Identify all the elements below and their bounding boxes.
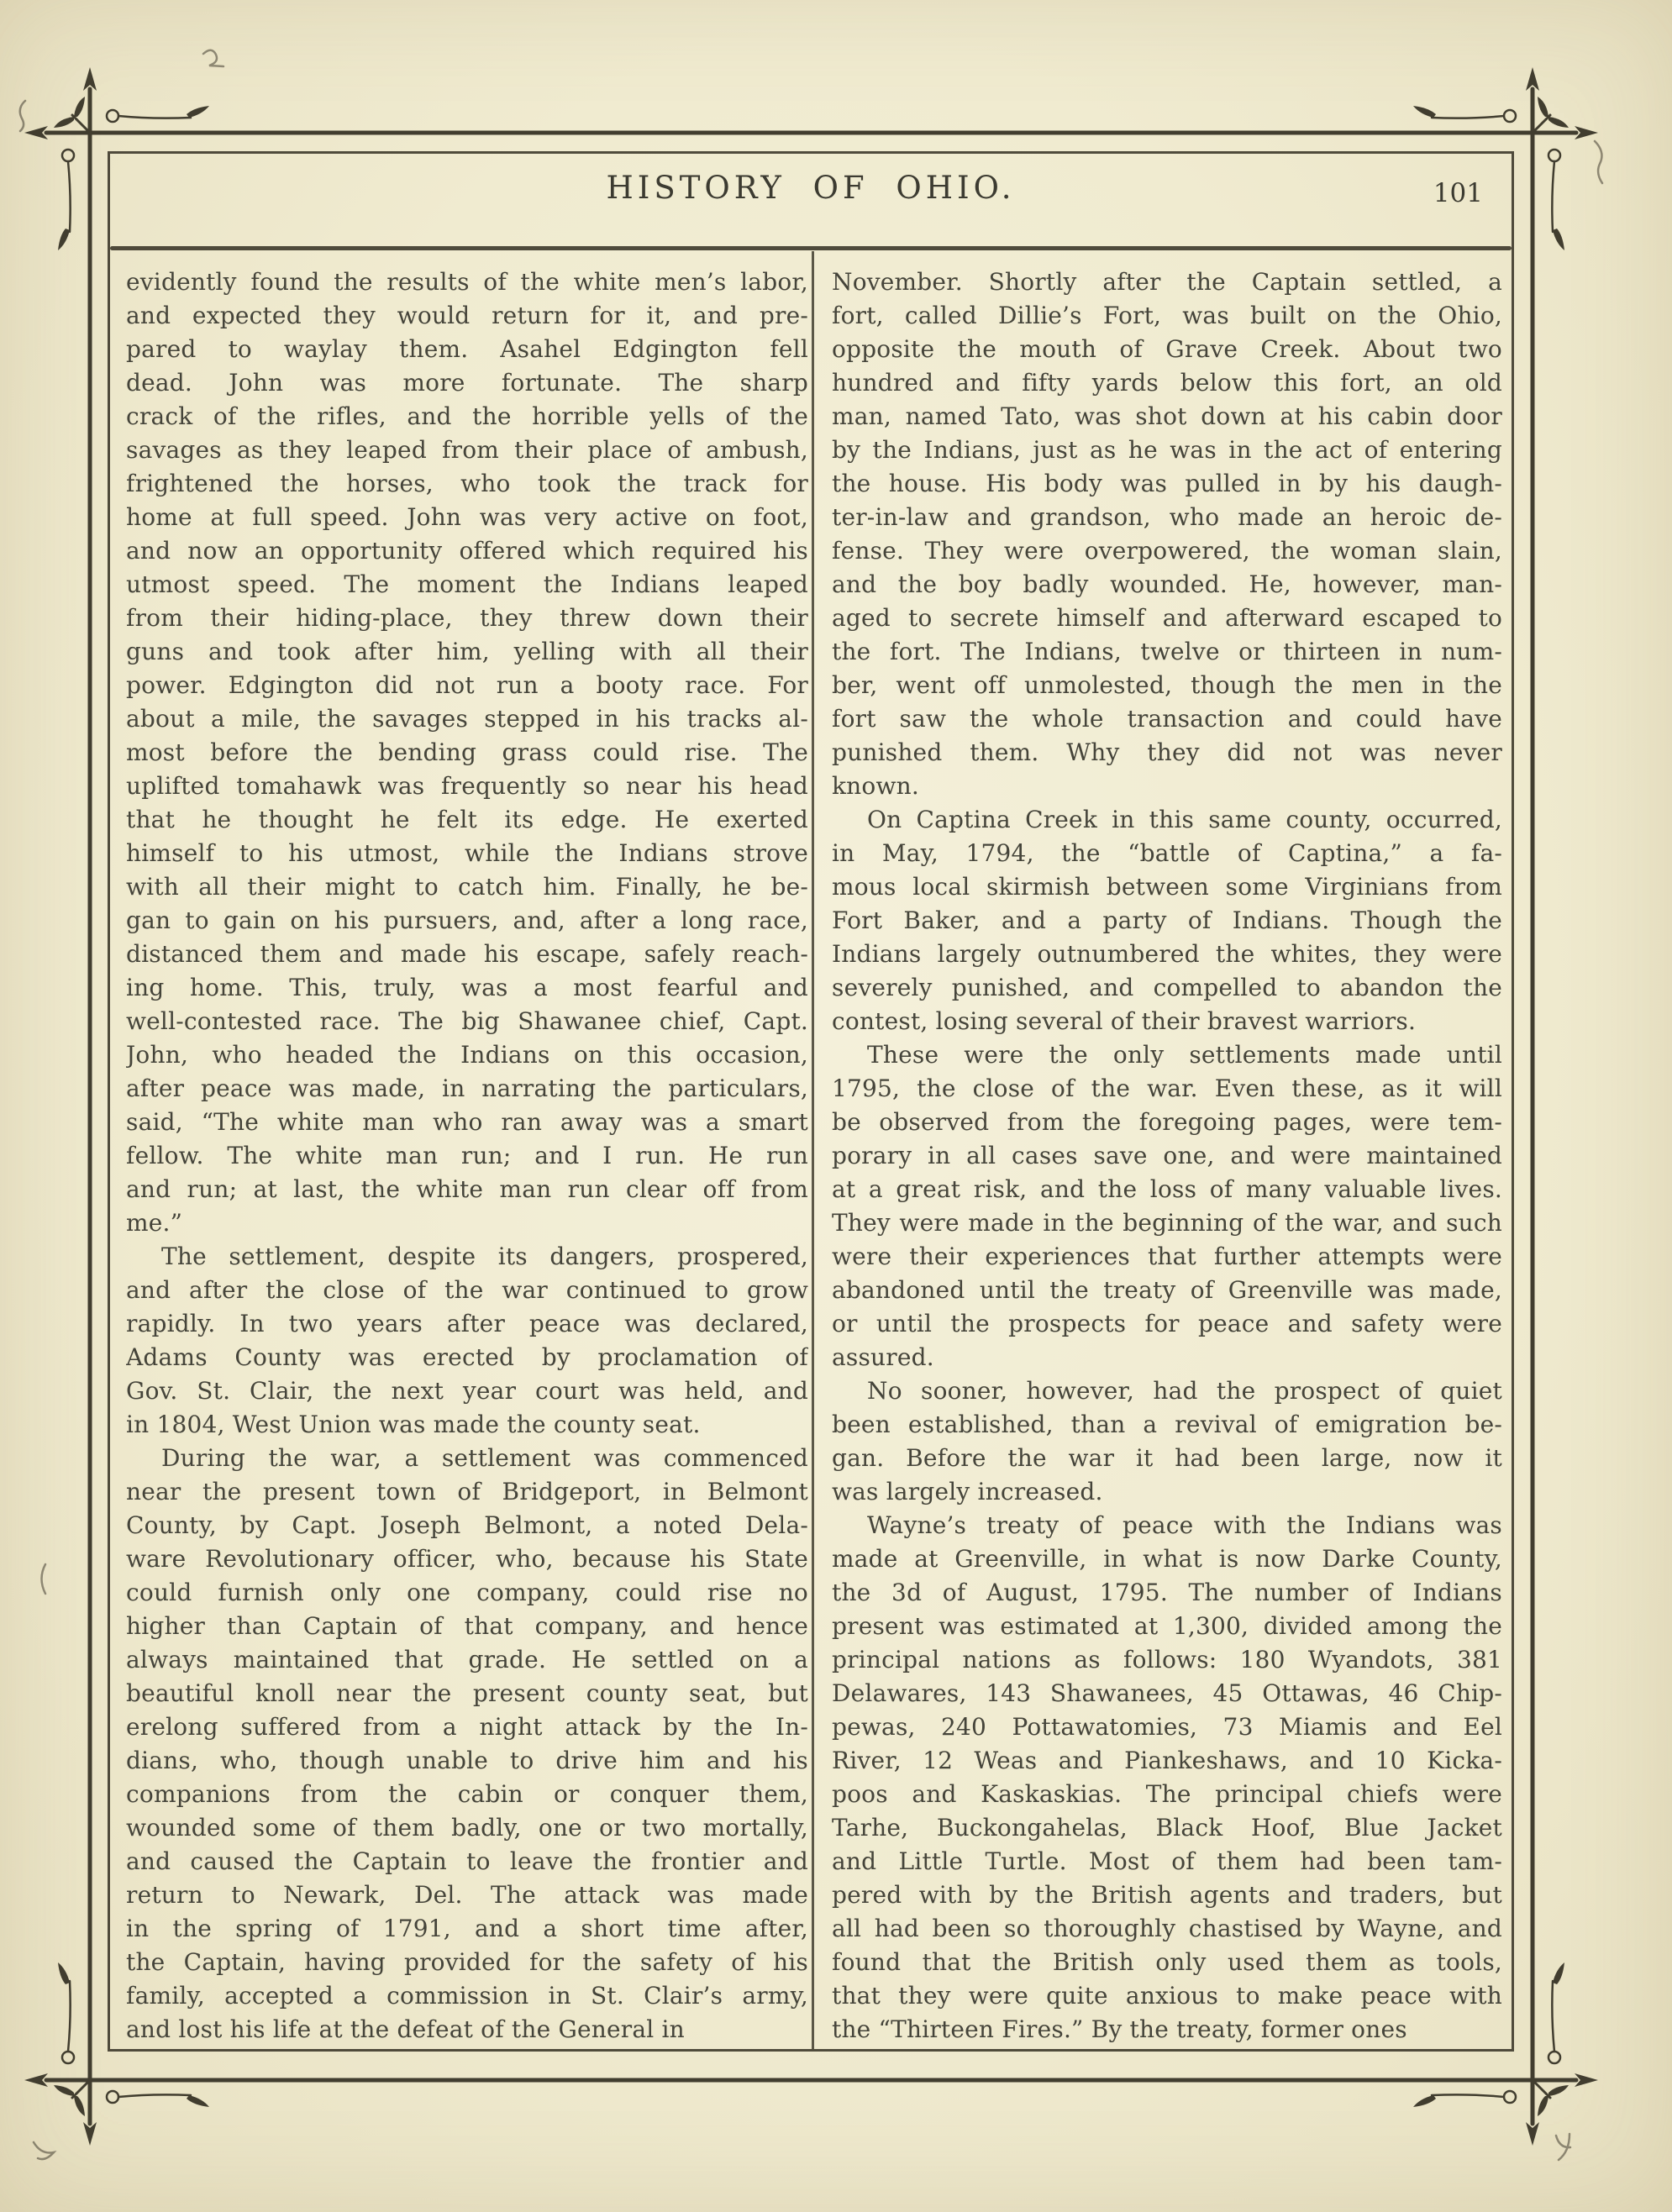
text-line: return to Newark, Del. The attack was made [126, 1881, 808, 1909]
text-line: wounded some of them badly, one or two mortally, [126, 1814, 808, 1842]
text-line: abandoned until the treaty of Greenville was made, [832, 1276, 1502, 1304]
text-line: 1795, the close of the war. Even these, as it will [832, 1074, 1502, 1102]
text-line: pered with by the British agents and traders, but [832, 1881, 1502, 1909]
text-line: and caused the Captain to leave the frontier and [126, 1847, 808, 1875]
text-line: They were made in the beginning of the war, and such [832, 1209, 1502, 1237]
text-line: the house. His body was pulled in by his daugh- [832, 470, 1502, 497]
text-line: contest, losing several of their bravest warriors. [832, 1007, 1417, 1035]
text-line: savages as they leaped from their place of ambush, [126, 436, 808, 464]
text-line: River, 12 Weas and Piankeshaws, and 10 Kicka- [832, 1747, 1502, 1774]
text-line: Gov. St. Clair, the next year court was held, and [126, 1377, 808, 1405]
text-line: uplifted tomahawk was frequently so near his head [126, 772, 808, 800]
text-line: dead. John was more fortunate. The sharp [126, 369, 808, 397]
text-line: made at Greenville, in what is now Darke County, [832, 1545, 1502, 1573]
text-line: fort, called Dillie’s Fort, was built on the Ohio, [832, 302, 1502, 329]
text-line: been established, than a revival of emigration be- [832, 1411, 1502, 1438]
text-line: said, “The white man who ran away was a smart [126, 1108, 808, 1136]
text-line: Indians largely outnumbered the whites, they were [832, 940, 1502, 968]
text-line: all had been so thoroughly chastised by Wayne, and [832, 1915, 1502, 1942]
text-line: were their experiences that further attempts were [832, 1243, 1502, 1270]
text-line: poos and Kaskaskias. The principal chiefs were [832, 1780, 1502, 1808]
text-line: in May, 1794, the “battle of Captina,” a fa- [832, 839, 1502, 867]
text-line: John, who headed the Indians on this occasion, [126, 1041, 808, 1069]
text-line: fellow. The white man run; and I run. He run [126, 1142, 808, 1169]
text-line: gan to gain on his pursuers, and, after a long race, [126, 906, 808, 934]
paragraph [126, 265, 808, 1240]
text-line: dians, who, though unable to drive him and his [126, 1747, 808, 1774]
text-line: and Little Turtle. Most of them had been tam- [832, 1847, 1502, 1875]
text-line: home at full speed. John was very active on foot, [126, 503, 808, 531]
text-line: ter-in-law and grandson, who made an heroic de- [832, 503, 1502, 531]
text-line: higher than Captain of that company, and hence [126, 1612, 808, 1640]
text-line: These were the only settlements made until [867, 1041, 1502, 1069]
text-line: be observed from the foregoing pages, were tem- [832, 1108, 1502, 1136]
text-line: the 3d of August, 1795. The number of Indians [832, 1579, 1502, 1606]
text-line: and the boy badly wounded. He, however, man- [832, 570, 1502, 598]
text-line: pewas, 240 Pottawatomies, 73 Miamis and Eel [832, 1713, 1502, 1741]
text-line: During the war, a settlement was commenced [161, 1444, 808, 1472]
text-line: by the Indians, just as he was in the act of entering [832, 436, 1502, 464]
text-line: opposite the mouth of Grave Creek. About two [832, 335, 1502, 363]
text-line: known. [832, 772, 919, 800]
text-line: beautiful knoll near the present county seat, but [126, 1679, 808, 1707]
text-line: family, accepted a commission in St. Clair’s army, [126, 1982, 808, 2010]
text-line: near the present town of Bridgeport, in Belmont [126, 1478, 808, 1505]
text-line: Adams County was erected by proclamation of [126, 1343, 808, 1371]
text-line: from their hiding-place, they threw down their [126, 604, 808, 632]
text-line: No sooner, however, had the prospect of quiet [867, 1377, 1502, 1405]
text-line: rapidly. In two years after peace was declared, [126, 1310, 808, 1337]
text-line: hundred and fifty yards below this fort, an old [832, 369, 1502, 397]
paragraph [126, 1240, 808, 1442]
paragraph [832, 1374, 1502, 1509]
paragraph [832, 1038, 1502, 1374]
text-line: distanced them and made his escape, safely reach- [126, 940, 808, 968]
text-line: and expected they would return for it, and pre- [126, 302, 808, 329]
text-line: On Captina Creek in this same county, occurred, [867, 806, 1502, 833]
text-line: Wayne’s treaty of peace with the Indians was [867, 1511, 1502, 1539]
text-line: Delawares, 143 Shawanees, 45 Ottawas, 46 Chip- [832, 1679, 1502, 1707]
text-line: frightened the horses, who took the track for [126, 470, 808, 497]
text-line: erelong suffered from a night attack by the In- [126, 1713, 808, 1741]
text-line: Fort Baker, and a party of Indians. Though the [832, 906, 1502, 934]
text-line: ware Revolutionary officer, who, because his State [126, 1545, 808, 1573]
text-line: companions from the cabin or conquer them, [126, 1780, 808, 1808]
text-line: himself to his utmost, while the Indians strove [126, 839, 808, 867]
text-line: punished them. Why they did not was never [832, 738, 1502, 766]
text-line: ing home. This, truly, was a most fearful and [126, 974, 808, 1001]
text-line: pared to waylay them. Asahel Edgington fell [126, 335, 808, 363]
text-line: guns and took after him, yelling with all their [126, 638, 808, 665]
text-line: in the spring of 1791, and a short time after, [126, 1915, 808, 1942]
text-line: The settlement, despite its dangers, prospered, [161, 1243, 808, 1270]
page-number: 101 [1433, 178, 1483, 208]
text-line: severely punished, and compelled to abandon the [832, 974, 1502, 1001]
paragraph [832, 803, 1502, 1038]
text-line: that they were quite anxious to make peace with [832, 1982, 1502, 2010]
text-line: fense. They were overpowered, the woman slain, [832, 537, 1502, 565]
text-line: aged to secrete himself and afterward escaped to [832, 604, 1502, 632]
text-line: crack of the rifles, and the horrible yells of the [126, 402, 808, 430]
text-line: at a great risk, and the loss of many valuable lives. [832, 1175, 1502, 1203]
text-line: most before the bending grass could rise. The [126, 738, 808, 766]
text-line: man, named Tato, was shot down at his cabin door [832, 402, 1502, 430]
text-line: well-contested race. The big Shawanee chief, Capt. [126, 1007, 808, 1035]
page-title: HISTORY OF OHIO. [606, 170, 1016, 206]
text-line: utmost speed. The moment the Indians leaped [126, 570, 808, 598]
text-line: gan. Before the war it had been large, now it [832, 1444, 1502, 1472]
left-text-column [126, 265, 808, 2046]
text-line: me.” [126, 1209, 183, 1237]
text-line: was largely increased. [832, 1478, 1103, 1505]
text-line: the fort. The Indians, twelve or thirteen in num- [832, 638, 1502, 665]
text-line: or until the prospects for peace and safety were [832, 1310, 1502, 1337]
header-divider-rule [110, 246, 1512, 250]
text-line: Tarhe, Buckongahelas, Black Hoof, Blue Jacket [832, 1814, 1502, 1842]
right-text-column [832, 265, 1502, 2046]
text-line: and after the close of the war continued to grow [126, 1276, 808, 1304]
text-line: November. Shortly after the Captain settled, a [832, 268, 1502, 296]
text-line: present was estimated at 1,300, divided among the [832, 1612, 1502, 1640]
text-line: porary in all cases save one, and were maintained [832, 1142, 1502, 1169]
text-line: after peace was made, in narrating the particulars, [126, 1074, 808, 1102]
text-line: and run; at last, the white man run clear off from [126, 1175, 808, 1203]
text-line: evidently found the results of the white men’s labor, [126, 268, 808, 296]
text-line: in 1804, West Union was made the county seat. [126, 1411, 701, 1438]
text-line: County, by Capt. Joseph Belmont, a noted Dela- [126, 1511, 808, 1539]
column-divider-rule [812, 251, 814, 2049]
text-line: found that the British only used them as tools, [832, 1948, 1502, 1976]
text-line: principal nations as follows: 180 Wyandots, 381 [832, 1646, 1502, 1673]
text-line: power. Edgington did not run a booty race. For [126, 671, 808, 699]
text-line: and now an opportunity offered which required his [126, 537, 808, 565]
text-line: the “Thirteen Fires.” By the treaty, former ones [832, 2015, 1407, 2043]
text-line: fort saw the whole transaction and could have [832, 705, 1502, 733]
text-line: ber, went off unmolested, though the men in the [832, 671, 1502, 699]
text-line: that he thought he felt its edge. He exerted [126, 806, 808, 833]
text-line: assured. [832, 1343, 934, 1371]
text-line: and lost his life at the defeat of the General in [126, 2015, 685, 2043]
text-line: could furnish only one company, could rise no [126, 1579, 808, 1606]
text-line: the Captain, having provided for the safety of his [126, 1948, 808, 1976]
paragraph [126, 1442, 808, 2046]
text-line: mous local skirmish between some Virginians from [832, 873, 1502, 901]
paragraph [832, 1509, 1502, 2046]
paragraph [832, 265, 1502, 803]
text-line: with all their might to catch him. Finally, he be- [126, 873, 808, 901]
text-line: about a mile, the savages stepped in his tracks al- [126, 705, 808, 733]
text-line: always maintained that grade. He settled on a [126, 1646, 808, 1673]
